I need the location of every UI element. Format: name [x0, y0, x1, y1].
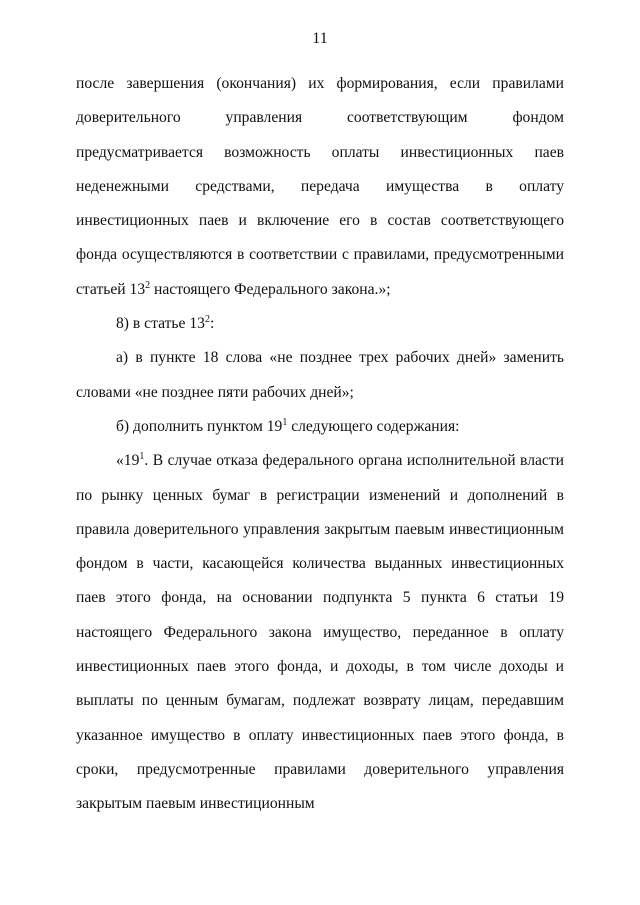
- paragraph-text: «19: [116, 452, 140, 470]
- paragraph-item-8: [76, 307, 564, 341]
- paragraph-text: после завершения (окончания) их формирования, если правилами доверительного управления соответствующим фондом предусматривается возможность оплаты инвестиционных паев неденежными средствами, передача имущества в оплату инвестиционных паев и включение его в состав соответствующего фонда осуществляются в соответствии с правилами, предусмотренными статьей 13: [76, 75, 564, 298]
- superscript: 2: [145, 279, 151, 291]
- page-number: 11: [312, 30, 328, 47]
- paragraph-text: . В случае отказа федерального органа исполнительной власти по рынку ценных бумаг в регистрации изменений и дополнений в правила доверительного управления закрытым паевым инвестиционным фондом в части, касающейся количества выданных инвестиционных паев этого фонда, на основании подпункта 5 пункта 6 статьи 19 настоящего Федерального закона имущество, переданное в оплату инвестиционных паев этого фонда, и доходы, в том числе доходы и выплаты по ценным бумагам, подлежат возврату лицам, передавшим указанное имущество в оплату инвестиционных паев этого фонда, в сроки, предусмотренные правилами доверительного управления закрытым паевым инвестиционным: [76, 452, 564, 813]
- paragraph-text: б) дополнить пунктом 19: [116, 417, 283, 435]
- paragraph-clause-19-1: [76, 444, 564, 821]
- document-body: [76, 67, 564, 822]
- paragraph-subitem-b: [76, 410, 564, 444]
- paragraph-subitem-a: [76, 341, 564, 410]
- paragraph-text: 8) в статье 13: [116, 315, 205, 333]
- paragraph-text: а) в пункте 18 слова «не позднее трех рабочих дней» заменить словами «не позднее пяти рабочих дней»;: [76, 349, 564, 401]
- superscript: 1: [282, 416, 288, 428]
- superscript: 1: [139, 451, 145, 463]
- paragraph-text: :: [209, 315, 215, 333]
- paragraph-text: настоящего Федерального закона.»;: [150, 280, 391, 298]
- superscript: 2: [204, 314, 210, 326]
- paragraph-continuation: [76, 67, 564, 307]
- paragraph-text: следующего содержания:: [287, 417, 460, 435]
